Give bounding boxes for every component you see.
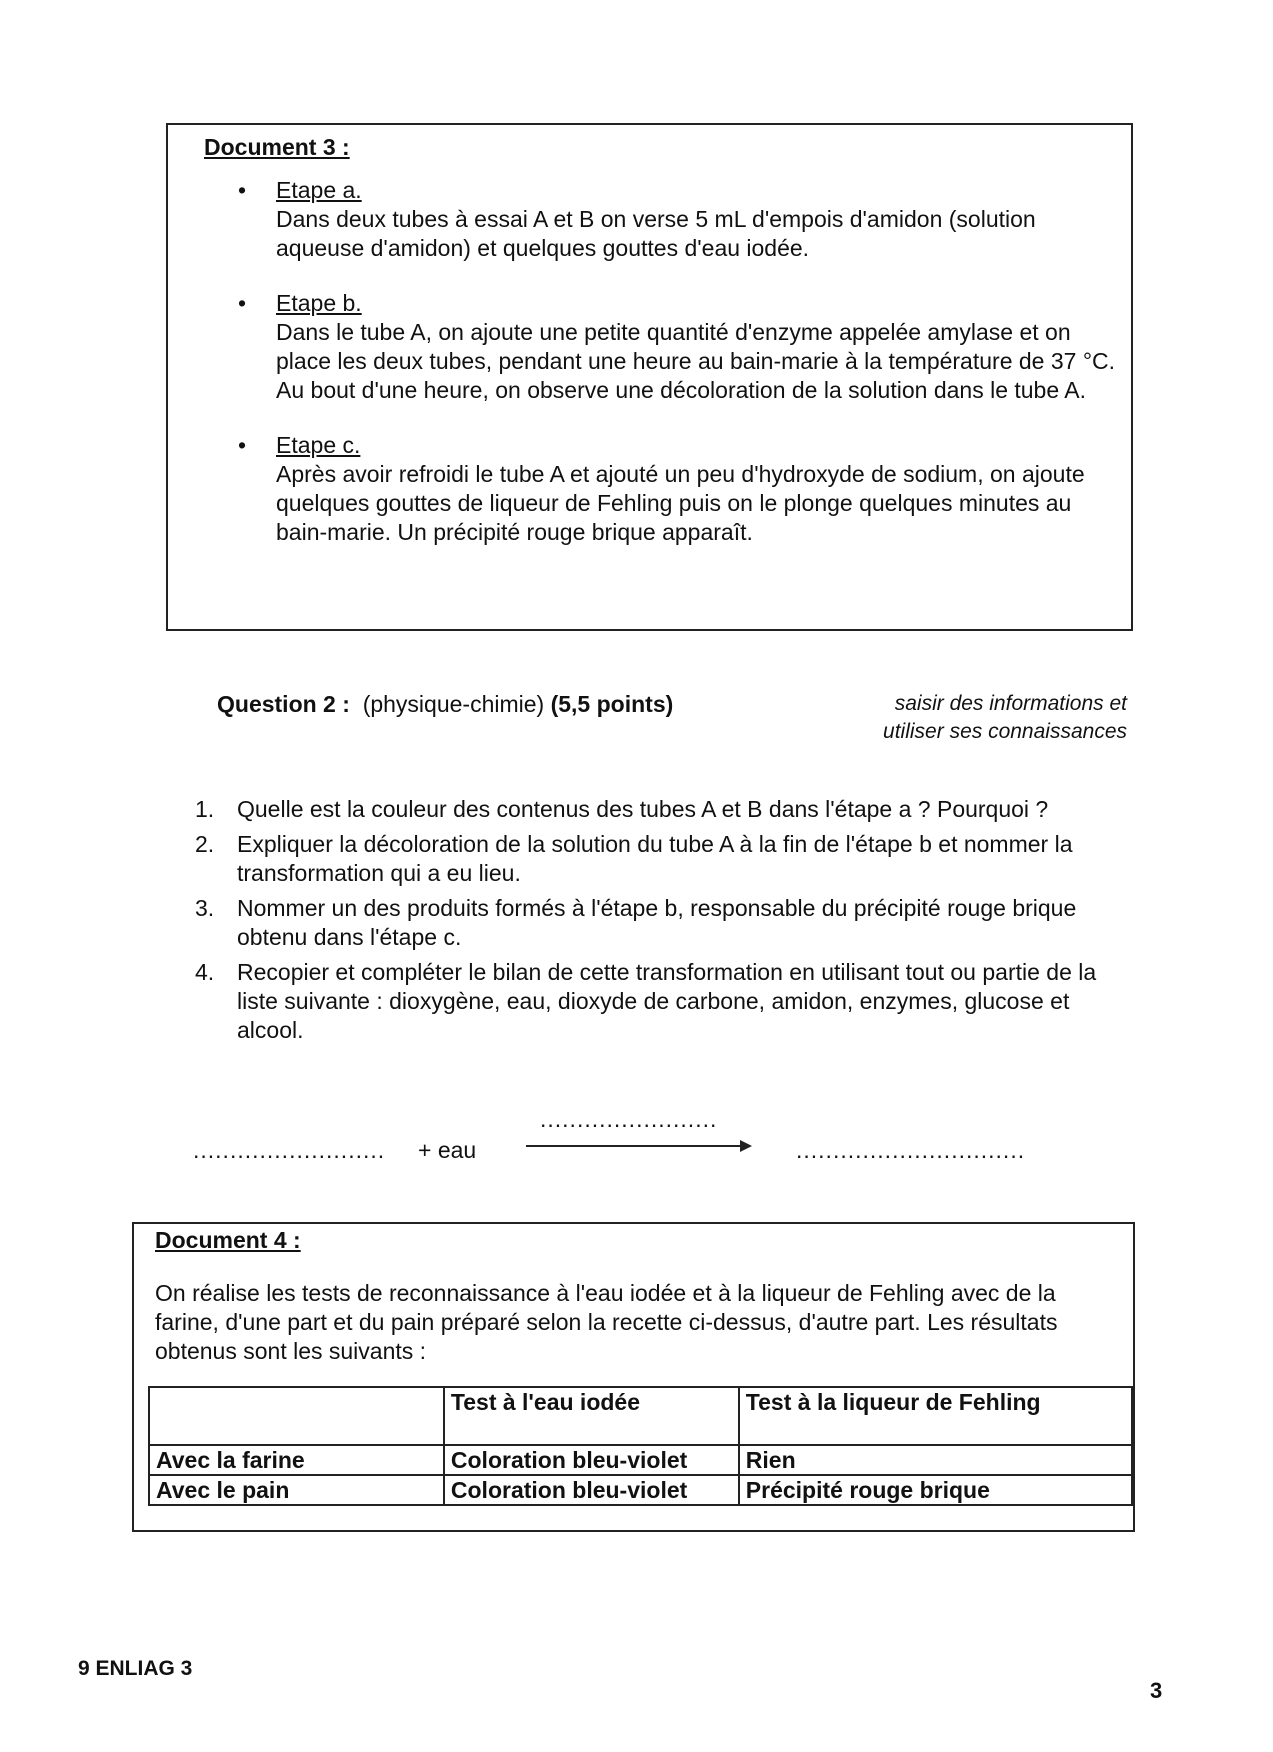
catalyst-blank: ........................ — [540, 1106, 718, 1132]
question-item — [195, 958, 1105, 1045]
item-number: 2. — [195, 831, 215, 857]
question-label: Question 2 : — [217, 691, 350, 717]
question-2-heading — [217, 690, 673, 719]
step-label: Etape c. — [276, 432, 361, 458]
table-cell: Rien — [739, 1445, 1132, 1475]
question-item — [195, 795, 1105, 824]
table-cell: Coloration bleu-violet — [444, 1475, 739, 1505]
table-cell: Avec la farine — [149, 1445, 444, 1475]
results-table — [148, 1386, 1133, 1506]
step-text: Dans le tube A, on ajoute une petite quantité d'enzyme appelée amylase et on place les deux tubes, pendant une heure au bain-marie à la température de 37 °C. Au bout d'une heure, on observe une décoloration de la solution dans le tube A. — [276, 319, 1116, 403]
page-number: 3 — [1150, 1678, 1163, 1703]
skill-line: saisir des informations et — [894, 692, 1127, 715]
question-skills — [883, 690, 1127, 746]
document-4-text: On réalise les tests de reconnaissance à l'eau iodée et à la liqueur de Fehling avec de la farine, d'une part et du pain préparé selon la recette ci-dessus, d'autre part. Les résultats obtenus sont les suivants : — [155, 1280, 1058, 1364]
table-row — [149, 1475, 1132, 1505]
document-4-box — [132, 1222, 1135, 1532]
document-3-box — [166, 123, 1133, 631]
plus-water: + eau — [418, 1137, 477, 1163]
item-text: Nommer un des produits formés à l'étape b, responsable du précipité rouge brique obtenu dans l'étape c. — [237, 895, 1077, 950]
item-text: Expliquer la décoloration de la solution du tube A à la fin de l'étape b et nommer la transformation qui a eu lieu. — [237, 831, 1073, 886]
question-subject: (physique-chimie) — [362, 691, 545, 717]
item-text: Recopier et compléter le bilan de cette transformation en utilisant tout ou partie de la liste suivante : dioxygène, eau, dioxyde de carbone, amidon, enzymes, glucose et alcool. — [237, 959, 1097, 1043]
arrow-icon — [526, 1145, 742, 1147]
item-number: 3. — [195, 895, 215, 921]
table-cell: Précipité rouge brique — [739, 1475, 1132, 1505]
step-c — [204, 431, 1119, 547]
footer-code: 9 ENLIAG 3 — [78, 1657, 193, 1680]
step-b — [204, 289, 1119, 405]
question-item — [195, 894, 1105, 952]
header-cell: Test à la liqueur de Fehling — [739, 1387, 1132, 1445]
product-blank: ............................... — [796, 1137, 1026, 1163]
header-cell: Test à l'eau iodée — [444, 1387, 739, 1445]
document-3-title: Document 3 : — [204, 134, 350, 160]
table-header-row — [149, 1387, 1132, 1445]
document-4-title: Document 4 : — [155, 1227, 301, 1253]
step-text: Après avoir refroidi le tube A et ajouté un peu d'hydroxyde de sodium, on ajoute quelques gouttes de liqueur de Fehling puis on le plonge quelques minutes au bain-marie. Un précipité rouge brique apparaît. — [276, 461, 1085, 545]
item-text: Quelle est la couleur des contenus des tubes A et B dans l'étape a ? Pourquoi ? — [237, 796, 1049, 822]
reactant-blank: .......................... — [193, 1137, 386, 1163]
step-text: Dans deux tubes à essai A et B on verse 5 mL d'empois d'amidon (solution aqueuse d'amidon) et quelques gouttes d'eau iodée. — [276, 206, 1036, 261]
step-label: Etape a. — [276, 177, 362, 203]
question-points: (5,5 points) — [550, 691, 674, 717]
item-number: 4. — [195, 959, 215, 985]
step-a — [204, 176, 1119, 263]
header-cell — [149, 1387, 444, 1445]
step-label: Etape b. — [276, 290, 362, 316]
item-number: 1. — [195, 796, 215, 822]
question-list — [195, 795, 1105, 1051]
bullet-icon: • — [238, 177, 247, 203]
table-cell: Coloration bleu-violet — [444, 1445, 739, 1475]
table-cell: Avec le pain — [149, 1475, 444, 1505]
skill-line: utiliser ses connaissances — [883, 720, 1127, 743]
table-row — [149, 1445, 1132, 1475]
bullet-icon: • — [238, 432, 247, 458]
bullet-icon: • — [238, 290, 247, 316]
question-item — [195, 830, 1105, 888]
arrowhead-icon — [740, 1140, 752, 1152]
